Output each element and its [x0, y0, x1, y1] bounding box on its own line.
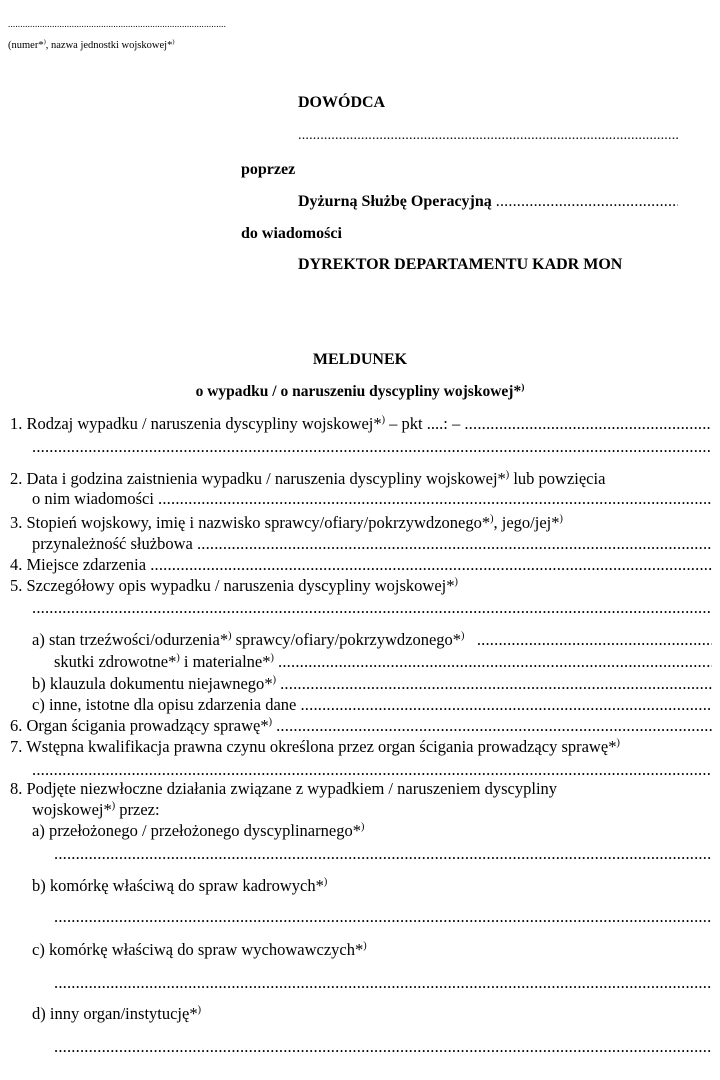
item-4-label: 4. Miejsce zdarzenia: [10, 555, 147, 574]
via-label: poprzez: [241, 161, 296, 178]
item-5b-label: b) klauzula dokumentu niejawnego*): [32, 674, 276, 693]
item-8d-dotted-line: [54, 1037, 712, 1057]
item-5a-effects-label: skutki zdrowotne*) i materialne*): [54, 652, 274, 671]
item-4-line: [10, 555, 712, 575]
commander-dotted-line: [298, 128, 678, 144]
item-8a-dotted-line: [54, 844, 712, 864]
cc-label: do wiadomości: [241, 225, 342, 242]
item-5c-label: c) inne, istotne dla opisu zdarzenia dane: [32, 695, 297, 714]
director-heading: DYREKTOR DEPARTAMENTU KADR MON: [298, 256, 623, 273]
item-8b-line: b) komórkę właściwą do spraw kadrowych*): [32, 876, 328, 895]
item-6-line: [10, 716, 712, 736]
item-5c-line: [32, 695, 712, 715]
item-1-line: [10, 414, 712, 434]
item-2-line-1: 2. Data i godzina zaistnienia wypadku / naruszenia dyscypliny wojskowej*) lub powzięcia: [10, 469, 606, 488]
item-8a-line: a) przełożonego / przełożonego dyscyplinarnego*): [32, 821, 365, 840]
item-8b-dotted-line: [54, 907, 712, 927]
item-5-dotted-line: [32, 598, 712, 618]
item-1-label: 1. Rodzaj wypadku / naruszenia dyscypliny wojskowej*) – pkt ....: –: [10, 414, 461, 433]
item-5-line: 5. Szczegółowy opis wypadku / naruszenia dyscypliny wojskowej*): [10, 576, 458, 595]
item-8d-line: d) inny organ/instytucję*): [32, 1004, 201, 1023]
item-2-line-2: [32, 489, 712, 509]
item-1-dotted-line: [32, 437, 712, 457]
item-7-line: 7. Wstępna kwalifikacja prawna czynu określona przez organ ścigania prowadzący sprawę*): [10, 737, 620, 756]
item-3-line-1: 3. Stopień wojskowy, imię i nazwisko sprawcy/ofiary/pokrzywdzonego*), jego/jej*): [10, 513, 563, 532]
report-title: MELDUNEK: [312, 351, 408, 368]
report-subtitle: o wypadku / o naruszeniu dyscypliny wojskowej*): [195, 381, 525, 400]
unit-dotted-line: [8, 19, 226, 29]
item-5a-line-2: [54, 652, 712, 672]
item-8c-dotted-line: [54, 973, 712, 993]
item-3-label: przynależność służbowa: [32, 534, 193, 553]
commander-heading: DOWÓDCA: [298, 94, 386, 111]
item-5a-line-1: [32, 630, 712, 650]
duty-service-line: [298, 193, 678, 211]
item-6-label: 6. Organ ścigania prowadzący sprawę*): [10, 716, 272, 735]
unit-caption: (numer*), nazwa jednostki wojskowej*): [8, 38, 175, 51]
item-7-dotted-line: [32, 760, 712, 780]
item-8-line-2: wojskowej*) przez:: [32, 800, 160, 819]
item-5b-line: [32, 674, 712, 694]
item-5a-label: a) stan trzeźwości/odurzenia*) sprawcy/ofiary/pokrzywdzonego*): [32, 630, 465, 649]
item-8c-line: c) komórkę właściwą do spraw wychowawczych*): [32, 940, 367, 959]
item-8-line-1: 8. Podjęte niezwłoczne działania związane z wypadkiem / naruszeniem dyscypliny: [10, 779, 558, 798]
item-2-label: o nim wiadomości: [32, 489, 154, 508]
duty-service-label: Dyżurną Służbę Operacyjną: [298, 193, 492, 210]
item-3-line-2: [32, 534, 712, 554]
